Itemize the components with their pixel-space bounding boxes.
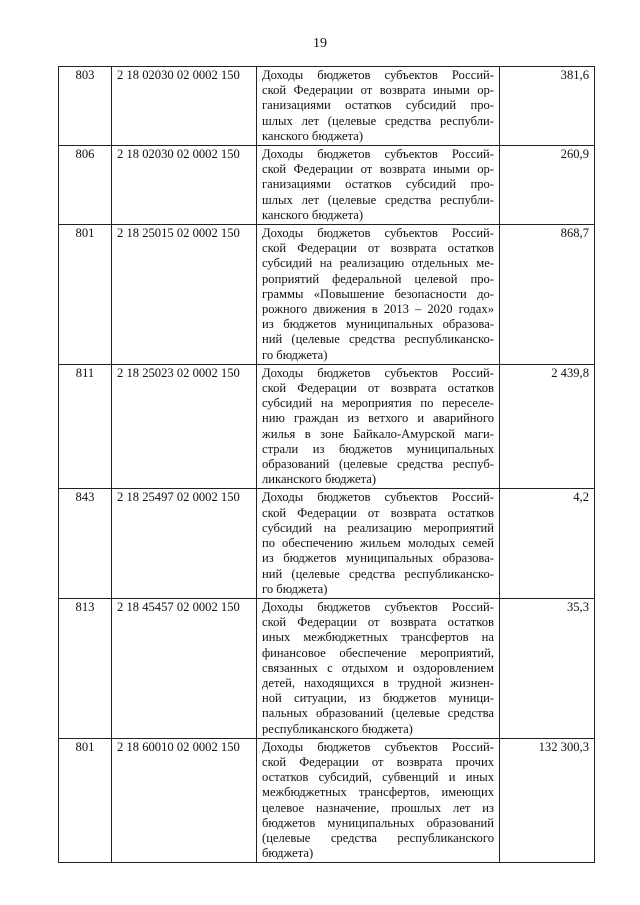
description-line: республиканского бюджета) (262, 721, 413, 736)
description-line: остатков субсидий, субвенций и иных (262, 770, 494, 785)
table-row (59, 146, 595, 225)
amount-cell: 381,6 (500, 67, 595, 146)
revenue-table-body (59, 67, 595, 863)
budget-classification-code-cell: 2 18 25023 02 0002 150 (112, 364, 257, 489)
description-line: шлых лет (целевые средства республи- (262, 113, 494, 128)
description-line: го бюджета) (262, 581, 328, 596)
table-row (59, 67, 595, 146)
description-line: межбюджетных трансфертов, имеющих (262, 785, 494, 800)
table-row (59, 598, 595, 738)
admin-code-cell: 843 (59, 489, 112, 598)
amount-cell: 4,2 (500, 489, 595, 598)
description-line: ской Федерации от возврата остатков (262, 505, 494, 520)
description-line: страли из бюджетов муниципальных (262, 441, 494, 456)
amount-cell: 132 300,3 (500, 738, 595, 863)
description-line: ской Федерации от возврата иными ор- (262, 83, 494, 98)
description-line: по обеспечению жильем молодых семей (262, 536, 494, 551)
description-line: субсидий на реализацию мероприятий (262, 520, 494, 535)
description-line: финансовое обеспечение мероприятий, (262, 645, 494, 660)
description-line: канского бюджета) (262, 128, 364, 143)
description-line: Доходы бюджетов субъектов Россий- (262, 68, 494, 82)
amount-cell: 868,7 (500, 225, 595, 365)
table-row (59, 738, 595, 863)
description-line: жилья в зоне Байкало-Амурской маги- (262, 426, 494, 441)
description-line: из бюджетов муниципальных образова- (262, 317, 494, 332)
description-line: ганизациями остатков субсидий про- (262, 98, 494, 113)
budget-classification-code-cell: 2 18 02030 02 0002 150 (112, 146, 257, 225)
description-line: ганизациями остатков субсидий про- (262, 177, 494, 192)
description-line: граммы «Повышение безопасности до- (262, 286, 494, 301)
revenue-description-cell (257, 364, 500, 489)
amount-cell: 35,3 (500, 598, 595, 738)
description-line: пальных образований (целевые средства (262, 706, 494, 721)
revenue-description-cell (257, 225, 500, 365)
description-line: ской Федерации от возврата остатков (262, 381, 494, 396)
budget-classification-code-cell: 2 18 25015 02 0002 150 (112, 225, 257, 365)
description-line: ской Федерации от возврата остатков (262, 241, 494, 256)
description-line: Доходы бюджетов субъектов Россий- (262, 490, 494, 505)
admin-code-cell: 806 (59, 146, 112, 225)
table-row (59, 364, 595, 489)
description-line: шлых лет (целевые средства республи- (262, 192, 494, 207)
admin-code-cell: 813 (59, 598, 112, 738)
description-line: (целевые средства республиканского (262, 830, 494, 845)
description-line: Доходы бюджетов субъектов Россий- (262, 599, 494, 614)
description-line: рожного движения в 2013 – 2020 годах» (262, 302, 494, 317)
amount-cell: 260,9 (500, 146, 595, 225)
description-line: ной ситуации, из бюджетов муници- (262, 691, 494, 706)
revenue-description-cell (257, 598, 500, 738)
description-line: целевое назначение, прошлых лет из (262, 800, 494, 815)
description-line: ской Федерации от возврата прочих (262, 754, 494, 769)
budget-classification-code-cell: 2 18 02030 02 0002 150 (112, 67, 257, 146)
description-line: ской Федерации от возврата остатков (262, 615, 494, 630)
description-line: детей, находящихся в трудной жизнен- (262, 675, 494, 690)
admin-code-cell: 801 (59, 225, 112, 365)
revenue-description-cell (257, 146, 500, 225)
revenue-description-cell (257, 738, 500, 863)
description-line: иных межбюджетных трансфертов на (262, 630, 494, 645)
admin-code-cell: 801 (59, 738, 112, 863)
description-line: ской Федерации от возврата иными ор- (262, 162, 494, 177)
description-line: канского бюджета) (262, 207, 364, 222)
description-line: Доходы бюджетов субъектов Россий- (262, 147, 494, 162)
description-line: ний (целевые средства республиканско- (262, 332, 494, 347)
budget-classification-code-cell: 2 18 45457 02 0002 150 (112, 598, 257, 738)
description-line: роприятий федеральной целевой про- (262, 271, 494, 286)
description-line: бюджета) (262, 846, 314, 861)
description-line: из бюджетов муниципальных образова- (262, 551, 494, 566)
description-line: нию граждан из ветхого и аварийного (262, 411, 494, 426)
budget-classification-code-cell: 2 18 25497 02 0002 150 (112, 489, 257, 598)
description-line: Доходы бюджетов субъектов Россий- (262, 226, 494, 241)
description-line: бюджетов муниципальных образований (262, 815, 494, 830)
description-line: го бюджета) (262, 347, 328, 362)
budget-classification-code-cell: 2 18 60010 02 0002 150 (112, 738, 257, 863)
table-row (59, 489, 595, 598)
table-row (59, 225, 595, 365)
revenue-table (58, 66, 595, 863)
page-number: 19 (313, 36, 327, 51)
amount-cell: 2 439,8 (500, 364, 595, 489)
description-line: связанных с отдыхом и оздоровлением (262, 660, 494, 675)
description-line: субсидий на реализацию отдельных ме- (262, 256, 494, 271)
admin-code-cell: 803 (59, 67, 112, 146)
description-line: Доходы бюджетов субъектов Россий- (262, 365, 494, 380)
description-line: ний (целевые средства республиканско- (262, 566, 494, 581)
revenue-description-cell (257, 67, 500, 146)
description-line: образований (целевые средства респуб- (262, 457, 494, 472)
revenue-description-cell (257, 489, 500, 598)
description-line: Доходы бюджетов субъектов Россий- (262, 739, 494, 754)
admin-code-cell: 811 (59, 364, 112, 489)
description-line: субсидий на мероприятия по переселе- (262, 396, 494, 411)
description-line: ликанского бюджета) (262, 472, 377, 487)
